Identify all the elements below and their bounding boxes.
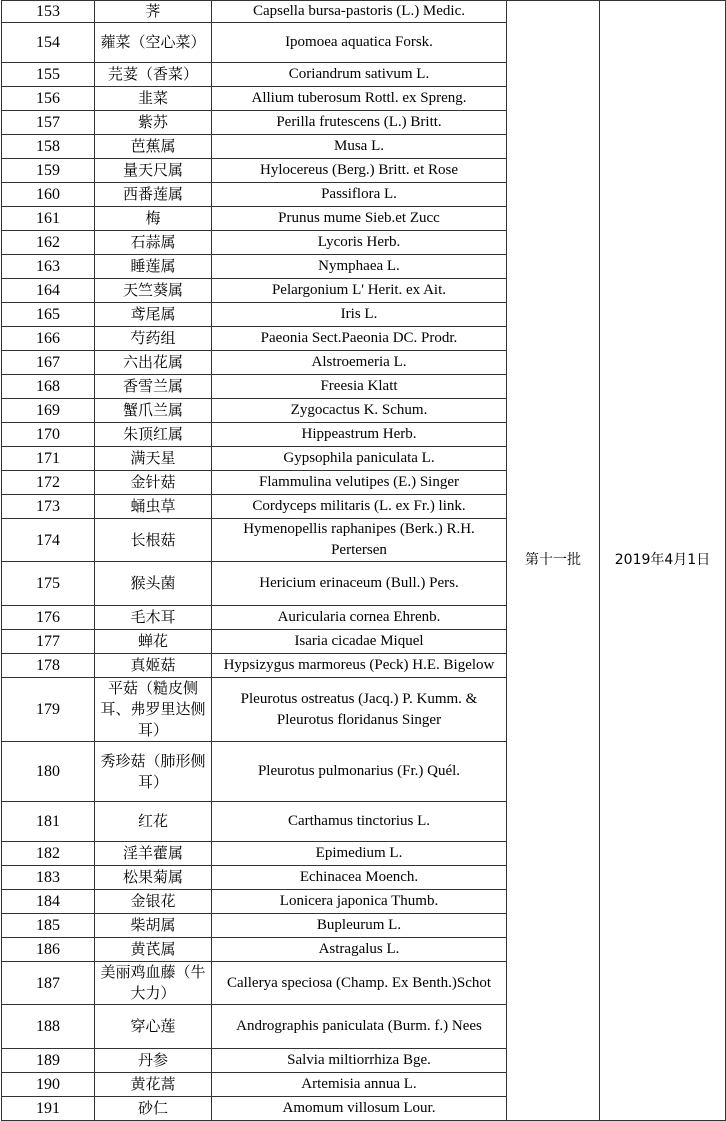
chinese-name-cell: 砂仁 [95,1097,212,1121]
scientific-name-cell: Pleurotus pulmonarius (Fr.) Quél. [212,742,507,802]
row-number-cell: 188 [2,1005,95,1049]
row-number-cell: 157 [2,111,95,135]
scientific-name-cell: Zygocactus K. Schum. [212,399,507,423]
scientific-name-cell: Salvia miltiorrhiza Bge. [212,1049,507,1073]
chinese-name-cell: 柴胡属 [95,914,212,938]
row-number-cell: 161 [2,207,95,231]
row-number-cell: 177 [2,630,95,654]
scientific-name-cell: Coriandrum sativum L. [212,63,507,87]
chinese-name-cell: 蛹虫草 [95,495,212,519]
chinese-name-cell: 六出花属 [95,351,212,375]
date-cell: 2019年4月1日 [600,1,726,1121]
scientific-name-cell: Alstroemeria L. [212,351,507,375]
chinese-name-cell: 毛木耳 [95,606,212,630]
chinese-name-cell: 石蒜属 [95,231,212,255]
scientific-name-cell: Carthamus tinctorius L. [212,802,507,842]
scientific-name-cell: Pleurotus ostreatus (Jacq.) P. Kumm. & Pleurotus floridanus Singer [212,678,507,742]
scientific-name-cell: Hymenopellis raphanipes (Berk.) R.H. Pertersen [212,519,507,562]
scientific-name-cell: Hylocereus (Berg.) Britt. et Rose [212,159,507,183]
scientific-name-cell: Auricularia cornea Ehrenb. [212,606,507,630]
row-number-cell: 158 [2,135,95,159]
scientific-name-cell: Flammulina velutipes (E.) Singer [212,471,507,495]
row-number-cell: 179 [2,678,95,742]
chinese-name-cell: 香雪兰属 [95,375,212,399]
chinese-name-cell: 黄花蒿 [95,1073,212,1097]
scientific-name-cell: Epimedium L. [212,842,507,866]
row-number-cell: 159 [2,159,95,183]
chinese-name-cell: 满天星 [95,447,212,471]
row-number-cell: 160 [2,183,95,207]
row-number-cell: 174 [2,519,95,562]
scientific-name-cell: Nymphaea L. [212,255,507,279]
row-number-cell: 191 [2,1097,95,1121]
scientific-name-cell: Lycoris Herb. [212,231,507,255]
chinese-name-cell: 朱顶红属 [95,423,212,447]
chinese-name-cell: 梅 [95,207,212,231]
scientific-name-cell: Lonicera japonica Thumb. [212,890,507,914]
chinese-name-cell: 猴头菌 [95,562,212,606]
scientific-name-cell: Gypsophila paniculata L. [212,447,507,471]
chinese-name-cell: 秀珍菇（肺形侧耳） [95,742,212,802]
scientific-name-cell: Prunus mume Sieb.et Zucc [212,207,507,231]
scientific-name-cell: Amomum villosum Lour. [212,1097,507,1121]
chinese-name-cell: 睡莲属 [95,255,212,279]
row-number-cell: 169 [2,399,95,423]
chinese-name-cell: 平菇（糙皮侧耳、弗罗里达侧耳） [95,678,212,742]
chinese-name-cell: 西番莲属 [95,183,212,207]
chinese-name-cell: 芭蕉属 [95,135,212,159]
row-number-cell: 175 [2,562,95,606]
scientific-name-cell: Iris L. [212,303,507,327]
row-number-cell: 186 [2,938,95,962]
chinese-name-cell: 长根菇 [95,519,212,562]
chinese-name-cell: 美丽鸡血藤（牛大力） [95,962,212,1005]
chinese-name-cell: 蟹爪兰属 [95,399,212,423]
chinese-name-cell: 蕹菜（空心菜） [95,23,212,63]
scientific-name-cell: Passiflora L. [212,183,507,207]
chinese-name-cell: 真姬菇 [95,654,212,678]
scientific-name-cell: Callerya speciosa (Champ. Ex Benth.)Schot [212,962,507,1005]
row-number-cell: 172 [2,471,95,495]
scientific-name-cell: Freesia Klatt [212,375,507,399]
chinese-name-cell: 鸢尾属 [95,303,212,327]
row-number-cell: 181 [2,802,95,842]
scientific-name-cell: Pelargonium L' Herit. ex Ait. [212,279,507,303]
row-number-cell: 166 [2,327,95,351]
row-number-cell: 180 [2,742,95,802]
scientific-name-cell: Echinacea Moench. [212,866,507,890]
chinese-name-cell: 荠 [95,1,212,23]
row-number-cell: 168 [2,375,95,399]
chinese-name-cell: 黄芪属 [95,938,212,962]
scientific-name-cell: Cordyceps militaris (L. ex Fr.) link. [212,495,507,519]
row-number-cell: 155 [2,63,95,87]
row-number-cell: 187 [2,962,95,1005]
chinese-name-cell: 穿心莲 [95,1005,212,1049]
scientific-name-cell: Astragalus L. [212,938,507,962]
row-number-cell: 182 [2,842,95,866]
row-number-cell: 185 [2,914,95,938]
scientific-name-cell: Bupleurum L. [212,914,507,938]
scientific-name-cell: Andrographis paniculata (Burm. f.) Nees [212,1005,507,1049]
row-number-cell: 170 [2,423,95,447]
scientific-name-cell: Musa L. [212,135,507,159]
batch-cell: 第十一批 [507,1,600,1121]
scientific-name-cell: Allium tuberosum Rottl. ex Spreng. [212,87,507,111]
chinese-name-cell: 金针菇 [95,471,212,495]
scientific-name-cell: Capsella bursa-pastoris (L.) Medic. [212,1,507,23]
row-number-cell: 176 [2,606,95,630]
row-number-cell: 164 [2,279,95,303]
scientific-name-cell: Artemisia annua L. [212,1073,507,1097]
row-number-cell: 190 [2,1073,95,1097]
row-number-cell: 153 [2,1,95,23]
row-number-cell: 156 [2,87,95,111]
chinese-name-cell: 量天尺属 [95,159,212,183]
row-number-cell: 165 [2,303,95,327]
scientific-name-cell: Hippeastrum Herb. [212,423,507,447]
chinese-name-cell: 韭菜 [95,87,212,111]
chinese-name-cell: 松果菊属 [95,866,212,890]
chinese-name-cell: 淫羊藿属 [95,842,212,866]
row-number-cell: 173 [2,495,95,519]
scientific-name-cell: Hericium erinaceum (Bull.) Pers. [212,562,507,606]
row-number-cell: 171 [2,447,95,471]
scientific-name-cell: Hypsizygus marmoreus (Peck) H.E. Bigelow [212,654,507,678]
chinese-name-cell: 红花 [95,802,212,842]
chinese-name-cell: 蝉花 [95,630,212,654]
row-number-cell: 154 [2,23,95,63]
variety-table [1,0,726,1121]
row-number-cell: 183 [2,866,95,890]
table-row [2,1,726,23]
row-number-cell: 162 [2,231,95,255]
chinese-name-cell: 芫荽（香菜） [95,63,212,87]
chinese-name-cell: 金银花 [95,890,212,914]
row-number-cell: 167 [2,351,95,375]
variety-table-body [2,1,726,1121]
chinese-name-cell: 紫苏 [95,111,212,135]
row-number-cell: 178 [2,654,95,678]
chinese-name-cell: 芍药组 [95,327,212,351]
scientific-name-cell: Isaria cicadae Miquel [212,630,507,654]
scientific-name-cell: Ipomoea aquatica Forsk. [212,23,507,63]
row-number-cell: 189 [2,1049,95,1073]
chinese-name-cell: 天竺葵属 [95,279,212,303]
scientific-name-cell: Perilla frutescens (L.) Britt. [212,111,507,135]
row-number-cell: 163 [2,255,95,279]
scientific-name-cell: Paeonia Sect.Paeonia DC. Prodr. [212,327,507,351]
chinese-name-cell: 丹参 [95,1049,212,1073]
row-number-cell: 184 [2,890,95,914]
